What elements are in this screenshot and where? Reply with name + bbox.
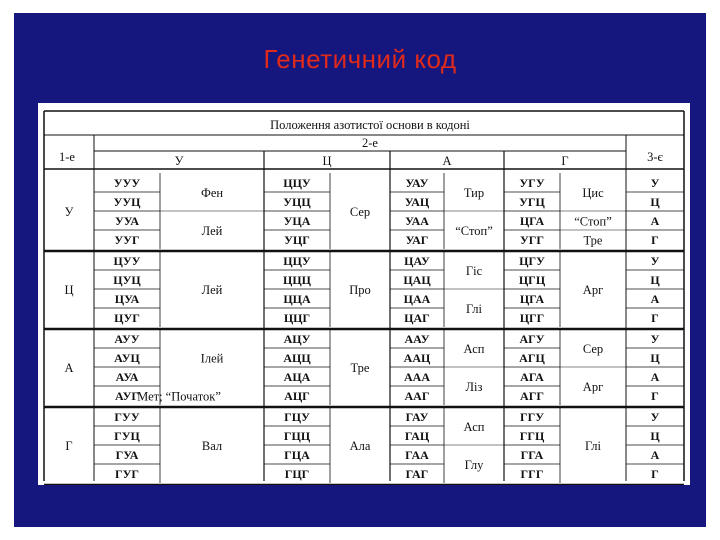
- amino-acid-label: “Стоп”: [574, 214, 612, 229]
- codon-cell: УГЦ: [519, 195, 545, 209]
- first-position-label: 1-е: [59, 150, 75, 164]
- second-base-header: Ц: [322, 154, 332, 168]
- amino-acid-label: Асп: [463, 342, 485, 356]
- codon-cell: ГГГ: [520, 467, 544, 481]
- codon-cell: ГУУ: [114, 410, 140, 424]
- amino-acid-label: Глі: [466, 302, 482, 316]
- second-base-header: У: [174, 154, 184, 168]
- codon-cell: ААГ: [404, 389, 430, 403]
- codon-cell: АГА: [520, 370, 544, 384]
- codon-cell: ЦУУ: [113, 254, 141, 268]
- amino-acid-label: Тре: [350, 361, 370, 375]
- codon-cell: АГУ: [519, 332, 545, 346]
- third-base-label: У: [650, 332, 660, 346]
- third-base-label: А: [650, 292, 660, 306]
- codon-cell: УАА: [405, 214, 429, 228]
- amino-acid-label: Мет; “Початок”: [137, 389, 221, 404]
- first-base-label: Г: [65, 439, 73, 453]
- slide-title: Генетичний код: [263, 44, 457, 74]
- first-base-label: А: [64, 361, 74, 375]
- codon-cell: ААА: [404, 370, 430, 384]
- codon-table: [38, 103, 690, 485]
- codon-cell: УЦА: [283, 214, 311, 228]
- amino-acid-label: Глу: [464, 458, 484, 472]
- codon-cell: УУУ: [113, 176, 141, 190]
- third-base-label: А: [650, 214, 660, 228]
- amino-acid-label: Асп: [463, 420, 485, 434]
- codon-cell: ЦЦГ: [283, 311, 311, 325]
- amino-acid-label: Тре: [583, 233, 603, 248]
- third-base-label: Г: [651, 233, 659, 247]
- table-grid: [44, 111, 684, 485]
- codon-cell: ГЦУ: [284, 410, 310, 424]
- third-base-label: Ц: [650, 195, 660, 209]
- codon-table-panel: [38, 103, 690, 485]
- codon-cell: ЦГЦ: [518, 273, 546, 287]
- amino-acid-label: Арг: [582, 283, 604, 297]
- codon-cell: АУГ: [114, 389, 140, 403]
- codon-cell: ЦГГ: [519, 311, 545, 325]
- third-base-label: Г: [651, 311, 659, 325]
- codon-cell: УГУ: [519, 176, 545, 190]
- codon-cell: АЦГ: [284, 389, 310, 403]
- amino-acid-label: Фен: [200, 186, 224, 200]
- codon-cell: ЦЦЦ: [282, 273, 312, 287]
- codon-cell: УУЦ: [113, 195, 141, 209]
- second-position-label: 2-е: [362, 136, 378, 150]
- third-base-label: Ц: [650, 429, 660, 443]
- second-base-header: А: [442, 154, 452, 168]
- codon-cell: УАГ: [405, 233, 429, 247]
- codon-cell: ГГА: [520, 448, 544, 462]
- codon-cell: АУЦ: [114, 351, 140, 365]
- third-base-label: А: [650, 370, 660, 384]
- codon-cell: АЦУ: [283, 332, 311, 346]
- codon-cell: ЦГУ: [519, 254, 545, 268]
- codon-cell: ЦГА: [519, 292, 545, 306]
- amino-acid-label: Глі: [585, 439, 601, 453]
- codon-cell: АЦА: [283, 370, 311, 384]
- codon-cell: ЦУГ: [114, 311, 140, 325]
- codon-cell: УГГ: [519, 233, 545, 247]
- codon-cell: ААУ: [404, 332, 430, 346]
- amino-acid-label: Вал: [201, 439, 223, 453]
- codon-cell: УЦГ: [284, 233, 310, 247]
- amino-acid-label: Ала: [349, 439, 371, 453]
- amino-acid-label: Лей: [201, 224, 223, 238]
- table-cells: [64, 154, 660, 481]
- codon-cell: ЦЦУ: [283, 176, 311, 190]
- amino-acid-label: Гіс: [465, 264, 483, 278]
- second-base-header: Г: [561, 154, 569, 168]
- codon-cell: ЦУЦ: [113, 273, 141, 287]
- codon-cell: ААЦ: [403, 351, 431, 365]
- codon-cell: АГЦ: [519, 351, 545, 365]
- codon-cell: ГУЦ: [114, 429, 140, 443]
- third-base-label: Ц: [650, 351, 660, 365]
- third-base-label: Г: [651, 467, 659, 481]
- codon-cell: ЦАА: [403, 292, 431, 306]
- first-base-label: У: [64, 205, 74, 219]
- codon-cell: УУГ: [114, 233, 140, 247]
- amino-acid-label: Сер: [582, 342, 604, 356]
- amino-acid-label: “Стоп”: [455, 224, 493, 238]
- third-base-label: У: [650, 254, 660, 268]
- amino-acid-label: Цис: [582, 186, 604, 200]
- third-base-label: Ц: [650, 273, 660, 287]
- first-base-label: Ц: [64, 283, 74, 297]
- codon-cell: ЦАГ: [404, 311, 430, 325]
- amino-acid-label: Про: [349, 283, 371, 297]
- codon-cell: ЦЦУ: [283, 254, 311, 268]
- table-caption: Положення азотистої основи в кодоні: [270, 118, 470, 132]
- codon-cell: УЦЦ: [283, 195, 311, 209]
- codon-cell: УУА: [115, 214, 139, 228]
- codon-cell: ЦАЦ: [403, 273, 431, 287]
- amino-acid-label: Ліз: [465, 380, 483, 394]
- codon-cell: ГАУ: [405, 410, 429, 424]
- codon-cell: ГЦА: [284, 448, 310, 462]
- third-base-label: А: [650, 448, 660, 462]
- amino-acid-label: Тир: [463, 186, 485, 200]
- codon-cell: ЦЦА: [283, 292, 311, 306]
- codon-cell: ГЦГ: [284, 467, 310, 481]
- codon-cell: АУА: [115, 370, 139, 384]
- codon-cell: ГГЦ: [519, 429, 545, 443]
- codon-cell: ГАА: [405, 448, 429, 462]
- codon-cell: УАЦ: [404, 195, 430, 209]
- codon-cell: АУУ: [114, 332, 140, 346]
- amino-acid-label: Ілей: [200, 351, 224, 366]
- codon-cell: ЦГА: [519, 214, 545, 228]
- codon-cell: УАУ: [405, 176, 429, 190]
- codon-cell: ГУГ: [114, 467, 140, 481]
- codon-cell: АГГ: [520, 389, 544, 403]
- third-base-label: У: [650, 176, 660, 190]
- codon-cell: ЦУА: [114, 292, 140, 306]
- codon-cell: ГАЦ: [404, 429, 430, 443]
- third-base-label: Г: [651, 389, 659, 403]
- codon-cell: ГЦЦ: [283, 429, 311, 443]
- third-base-label: У: [650, 410, 660, 424]
- codon-cell: ГАГ: [405, 467, 429, 481]
- codon-cell: ГГУ: [519, 410, 545, 424]
- third-position-label: 3-є: [647, 150, 663, 164]
- codon-cell: АЦЦ: [283, 351, 311, 365]
- amino-acid-label: Арг: [582, 380, 604, 394]
- amino-acid-label: Сер: [349, 205, 371, 219]
- codon-cell: ЦАУ: [404, 254, 430, 268]
- amino-acid-label: Лей: [201, 283, 223, 297]
- codon-cell: ГУА: [115, 448, 139, 462]
